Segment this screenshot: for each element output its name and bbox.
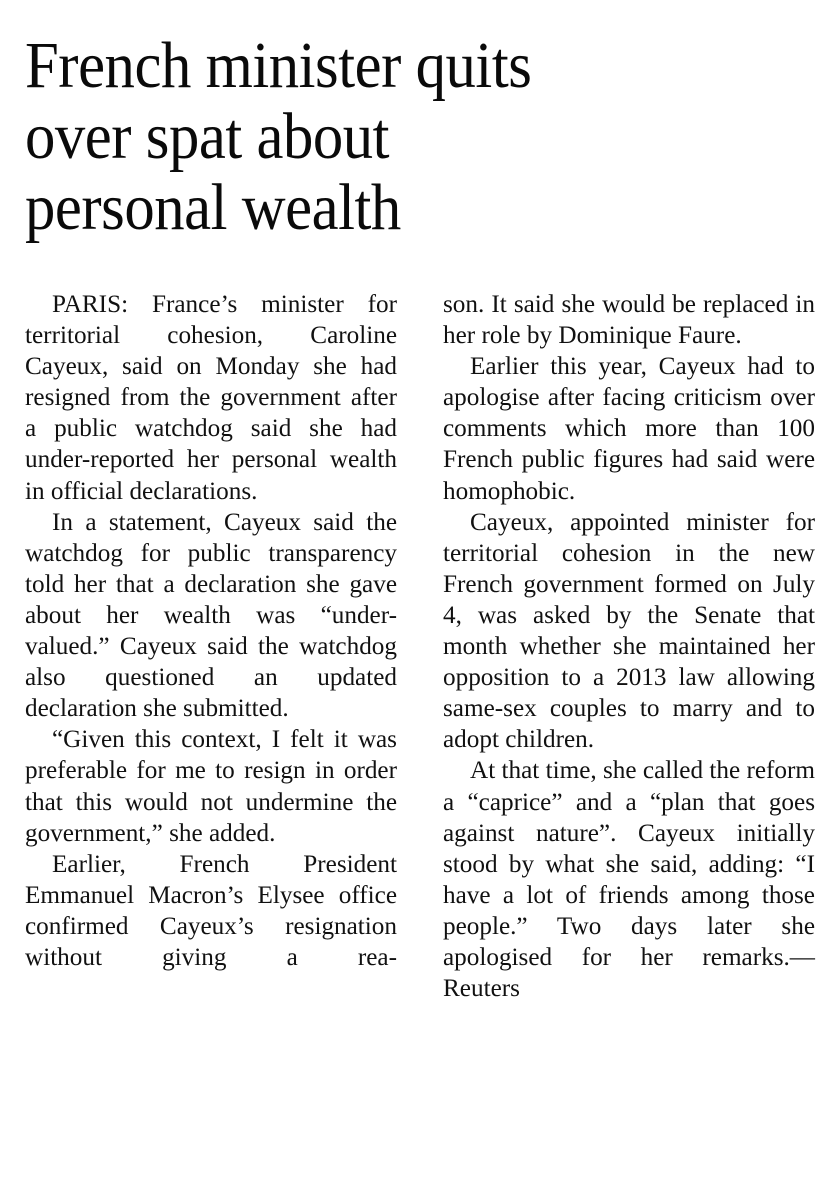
headline-line-2: over spat about xyxy=(25,100,390,173)
article-paragraph: Earlier this year, Cayeux had to apologise after facing criticism over comments which more than 100 French public figures had said were homophobic. xyxy=(443,353,815,505)
article-paragraph: In a statement, Cayeux said the watchdog for public transparency told her that a declaration she gave about her wealth was “under-valued.” Cayeux said the watchdog also questioned an updated declaration she submitted. xyxy=(25,508,397,723)
article-paragraph-with-credit: At that time, she called the reform a “caprice” and a “plan that goes against nature”. Cayeux initially stood by what she said, adding: “I have a lot of friends among those people.” Two days later she apologised for her remarks.—Reuters xyxy=(443,757,815,1003)
headline-line-1: French minister quits xyxy=(25,29,532,102)
article-column-right xyxy=(443,289,815,1004)
headline-line-3: personal wealth xyxy=(25,171,401,244)
article-paragraph: Cayeux, appointed minister for territorial cohesion in the new French government formed on July 4, was asked by the Senate that month whether she maintained her opposition to a 2013 law allowing same-sex couples to marry and to adopt children. xyxy=(443,508,815,754)
article-paragraph: PARIS: France’s minister for territorial cohesion, Caroline Cayeux, said on Monday she had resigned from the government after a public watchdog said she had under-reported her personal wealth in official declarations. xyxy=(25,291,397,505)
article-paragraph: “Given this context, I felt it was preferable for me to resign in order that this would not undermine the government,” she added. xyxy=(25,726,397,847)
article-body xyxy=(25,289,815,1004)
article-paragraph: son. It said she would be replaced in her role by Dominique Faure. xyxy=(443,291,815,350)
article-paragraph: Earlier, French President Emmanuel Macron’s Elysee office confirmed Cayeux’s resignation without giving a rea- xyxy=(25,850,397,971)
page-title xyxy=(25,30,785,243)
article-column-left xyxy=(25,289,397,1004)
